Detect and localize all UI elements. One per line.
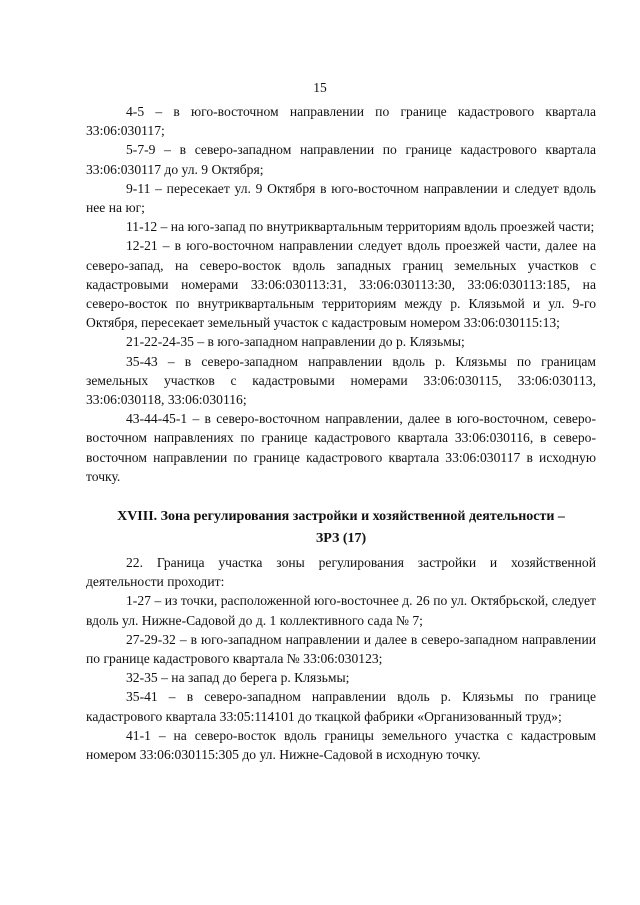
paragraph: 22. Граница участка зоны регулирования застройки и хозяйственной деятельности проходит: bbox=[86, 555, 596, 590]
paragraph: 9-11 – пересекает ул. 9 Октября в юго-восточном направлении и следует вдоль нее на юг; bbox=[86, 180, 596, 216]
paragraph: 1-27 – из точки, расположенной юго-восточнее д. 26 по ул. Октябрьской, следует вдоль ул. Нижне-Садовой до д. 1 коллективного сада № 7; bbox=[86, 593, 596, 628]
paragraph: 43-44-45-1 – в северо-восточном направлении, далее в юго-восточном, северо-восточном направлениях по границе кадастрового квартала 33:06:030116, в северо-восточном направлении по границе кадастрового квартала 33:06:030117 в исходную точку. bbox=[86, 411, 596, 484]
section-heading: XVIII. Зона регулирования застройки и хозяйственной деятельности – bbox=[117, 509, 565, 524]
paragraph: 41-1 – на северо-восток вдоль границы земельного участка с кадастровым номером 33:06:030115:305 до ул. Нижне-Садовой в исходную точку. bbox=[86, 727, 596, 763]
page-number: 15 bbox=[313, 80, 327, 95]
paragraph: 27-29-32 – в юго-западном направлении и далее в северо-западном направлении по границе кадастрового квартала № 33:06:030123; bbox=[86, 631, 596, 667]
boundary-description-section bbox=[86, 102, 596, 486]
paragraph: 5-7-9 – в северо-западном направлении по границе кадастрового квартала 33:06:030117 до ул. 9 Октября; bbox=[86, 142, 596, 177]
paragraph: 21-22-24-35 – в юго-западном направлении до р. Клязьмы; bbox=[126, 334, 465, 350]
paragraph: 35-41 – в северо-западном направлении вдоль р. Клязьмы по границе кадастрового квартала 33:05:114101 до ткацкой фабрики «Организованный труд»; bbox=[86, 689, 596, 724]
paragraph: 32-35 – на запад до берега р. Клязьмы; bbox=[126, 670, 350, 686]
paragraph: 11-12 – на юго-запад по внутриквартальным территориям вдоль проезжей части; bbox=[126, 219, 595, 235]
paragraph: 35-43 – в северо-западном направлении вдоль р. Клязьмы по границам земельных участков с кадастровыми номерами 33:06:030115, 33:06:030113, 33:06:030118, 33:06:030116; bbox=[86, 353, 596, 408]
paragraph: 12-21 – в юго-восточном направлении следует вдоль проезжей части, далее на северо-запад, на северо-восток вдоль западных границ земельных участков с кадастровыми номерами 33:06:030113:31, 33:06:030113:30, 33:06:030113:185, на северо-восток по внутриквартальным территориям между р. Клязьмой и ул. 9-го Октября, пересекает земельный участок с кадастровым номером 33:06:030115:13; bbox=[86, 238, 596, 331]
paragraph: 4-5 – в юго-восточном направлении по границе кадастрового квартала 33:06:030117; bbox=[86, 104, 596, 139]
section-heading-code: ЗРЗ (17) bbox=[315, 531, 367, 546]
zone-boundary-section bbox=[86, 553, 596, 764]
